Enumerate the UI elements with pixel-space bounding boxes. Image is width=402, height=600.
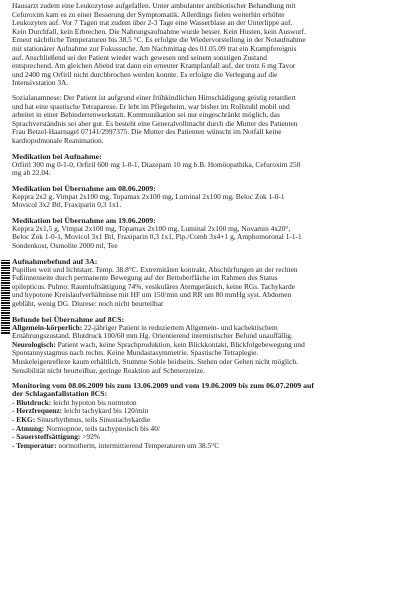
sozial-line: und hat eine spastische Tetraparese. Er lebt im Pflegeheim, war bisher im Rollstuhl mobil und (12, 101, 290, 111)
monitoring-item-text: Normopnoe, teils tachypnoisch bis 40/ (44, 423, 161, 433)
neuro-text: Patient wach, keine Sprachproduktion, kein Blickkontakt, Blickfolgebewegung und (55, 339, 305, 349)
sozialanamnese-section (12, 94, 400, 146)
monitoring-item-text: leicht tachykard bis 120/min (62, 406, 149, 416)
intro-section (12, 2, 400, 88)
medikation-aufnahme-heading: Medikation bei Aufnahme: (12, 151, 102, 161)
med-aufnahme-line: Orfiril 300 mg 0-1-0, Orfiril 600 mg 1-0-1, Diazepam 10 mg b.B. Homöopathika, Cefuroxim 250 (12, 159, 301, 169)
monitoring-item-text: leicht hypoton bis normoton (51, 397, 137, 407)
intro-line: Erneut nächtliche Temperaturen bis 38,5 °C. Es erfolgte die Wiedervorstellung in der Notaufnahme (12, 35, 306, 45)
aufnahmebefund-line: Fußinnenseite durch permanente Bewegung auf der Bettoberfläche im Rahmen des Status (12, 273, 278, 283)
sozial-line: arbeitet in einer Behindertenwerkstatt. Kommunikation sei nur eingeschränkt möglich, das (12, 110, 280, 120)
monitoring-item-label: - Herzfrequenz: (12, 406, 63, 416)
neuro-line: Sensibilität nicht beurteilbar, geringe Reaktion auf Schmerzreize. (12, 365, 206, 375)
intro-line: Kein Durchfall, kein Erbrechen. Die Nahrungsaufnahme wurde besser. Kein Husten, kein Auswurf. (12, 26, 306, 36)
monitoring-item-label: - Blutdruck: (12, 397, 52, 407)
monitoring-item-label: - Temperatur: (12, 440, 57, 450)
sozial-line: Frau Betzel-Haarnagel 07141/2997375. Die Mutter des Patienten wünscht im Notfall keine (12, 127, 282, 137)
befunde-heading: Befunde bei Übernahme auf 8CS: (12, 314, 125, 324)
sozial-line: Sozialanamnese: Der Patient ist aufgrund einer frühkindlichen Hirnschädigung geistig retardiert (12, 92, 296, 102)
med-1906-line: Beloc Zok 1-0-1, Movicol 3x1 Btl, Fraxiparin 0,3 1x1, Pip./Comb 3x4+1 g, Amphomoronal 1-1-1 (12, 232, 302, 242)
allgemein-line: Ernährungszustand. Blutdruck 100/60 mm Hg. Orientierend internistischer Befund unauffällig. (12, 331, 293, 341)
intro-line: Leukozyten auf. Vor 7 Tagen trat zudem über 2-3 Tage eine Wasserblase an der Unterlippe auf. (12, 18, 293, 28)
medikation-1906-heading: Medikation bei Übernahme am 19.06.2009: (12, 215, 156, 225)
sozial-line: kardiopulmonale Reanimation. (12, 135, 104, 145)
neuro-label: Neurologisch: (12, 339, 56, 349)
med-1906-line: Sondenkost, Osmolite 2000 ml, Tee (12, 241, 118, 251)
monitoring-item-text: Sinusrhythmus, teils Sinustachykardie (35, 414, 151, 424)
intro-line: auf. Anschließend sei der Patient wieder wach gewesen und seinem sonstigen Zustand (12, 52, 267, 62)
allgemein-label: Allgemein-körperlich: (12, 322, 83, 332)
monitoring-heading-cont: der Schlaganfallstation 8CS: (12, 389, 108, 399)
intro-line: Intensivstation 3A. (12, 78, 69, 88)
med-0806-line: Movicol 3x2 Btl, Fraxiparin 0,3 1x1. (12, 200, 122, 210)
aufnahmebefund-line: gebläht, wenig DG. Diurese: noch nicht beurteilbar (12, 299, 164, 309)
neuro-line: Spontannystagmus nach rechts. Keine Mundastasymmetrie. Spastische Tetraplegie. (12, 348, 259, 358)
aufnahmebefund-line: epilepticus. Pulmo: Raumluftsättigung 74%, vesikuläres Atemgeräusch, keine RGs. Tachykarde (12, 281, 296, 291)
aufnahmebefund-heading: Aufnahmebefund auf 3A: (12, 256, 98, 266)
medikation-0806-heading: Medikation bei Übernahme am 08.06.2009: (12, 183, 156, 193)
med-1906-line: Keppra 2x1,5 g, Vimpat 2x100 mg, Topamax 2x100 mg, Luminal 2x100 mg, Novamin 4x20°, (12, 223, 291, 233)
intro-line: Hausarzt zudem eine Leukozytose aufgefallen. Unter ambulanter antibiotischer Behandlung mit (12, 2, 296, 10)
intro-line: und 2400 mg Orfiril nicht durchbrochen werden konnte. Es erfolgte die Verlegung auf die (12, 69, 278, 79)
side-barcode (1, 260, 10, 335)
monitoring-item (12, 442, 400, 451)
monitoring-item-label: - EKG: (12, 414, 36, 424)
intro-line: Cefuroxim kam es zu einer Besserung der Symptomatik. Allerdings fielen weiterhin erhöhte (12, 9, 285, 19)
med-0806-line: Keppra 2x2 g, Vimpat 2x100 mg, Topamax 2x100 mg, Luminal 2x100 mg, Beloc Zok 1-0-1 (12, 191, 285, 201)
allgemein-text: 22-jähriger Patient in reduziertem Allgemein- und kachektischem (82, 322, 278, 332)
med-aufnahme-line: mg ab 22.04. (12, 168, 51, 178)
monitoring-item-label: - Sauerstoffsättigung: (12, 432, 81, 442)
document-page (12, 2, 400, 598)
monitoring-item-text: normotherm, intermittierend Temperaturen um 38.5°C (56, 440, 220, 450)
monitoring-item-label: - Atmung: (12, 423, 45, 433)
sozial-line: Sprachverständnis sei aber gut. Es besteht eine Generalvollmacht durch die Mutter des Patienten (12, 118, 298, 128)
monitoring-item-text: >92% (80, 432, 100, 442)
intro-line: mit stationärer Aufnahme zur Fokussuche. Am Nachmittag des 01.05.09 trat ein Krampfereignis (12, 43, 297, 53)
aufnahmebefund-line: und hypotone Kreislaufverhältnisse mit HF um 150/min und RR um 80 mmHg syst. Abdomen (12, 290, 292, 300)
monitoring-heading: Monitoring vom 08.06.2009 bis zum 13.06.2009 und vom 19.06.2009 bis zum 06.07.2009 auf (12, 381, 314, 391)
intro-line: entsprechend. Am gleichen Abend trat dann ein erneuter Krampfanfall auf, der trotz 6 mg Tavor (12, 61, 296, 71)
aufnahmebefund-line: Pupillen weit und lichtstarr. Temp. 38.8°C. Extremitäten kontrakt, Abschürfungen an der rechten (12, 264, 298, 274)
neuro-line: Muskeleigenreflexe kaum erhältlich, Stumme Sohle beidseits. Stehen oder Gehen nicht möglich. (12, 357, 298, 366)
